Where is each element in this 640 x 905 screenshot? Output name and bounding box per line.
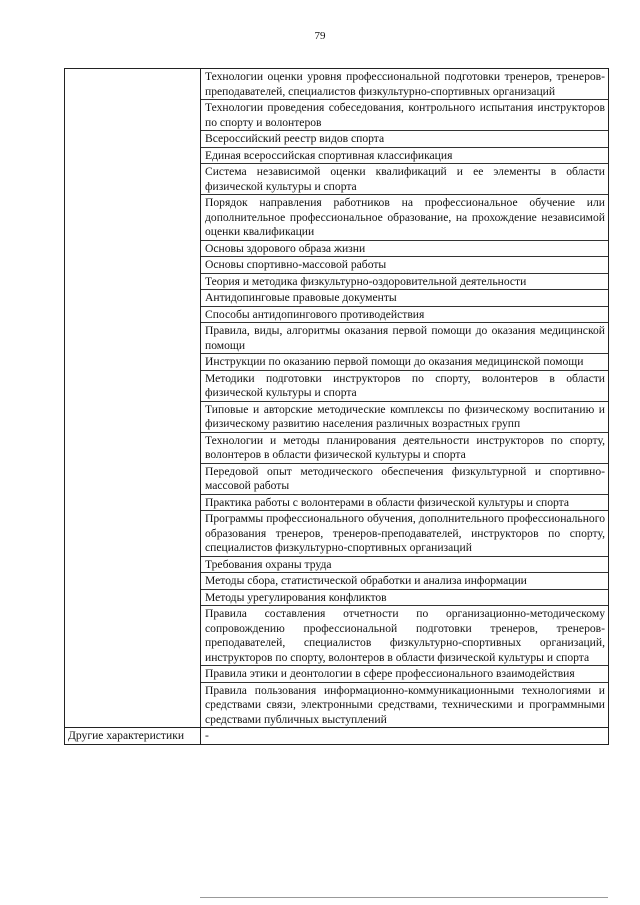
knowledge-item: Типовые и авторские методические комплексы по физическому воспитанию и физическому развитию населения различных возрастных групп bbox=[201, 402, 608, 433]
knowledge-table bbox=[64, 68, 609, 745]
knowledge-item: Технологии оценки уровня профессиональной подготовки тренеров, тренеров-преподавателей, специалистов физкультурно-спортивных организаций bbox=[201, 69, 608, 100]
knowledge-item: Единая всероссийская спортивная классификация bbox=[201, 148, 608, 165]
knowledge-item: Теория и методика физкультурно-оздоровительной деятельности bbox=[201, 274, 608, 291]
knowledge-item: Практика работы с волонтерами в области физической культуры и спорта bbox=[201, 495, 608, 512]
knowledge-row bbox=[65, 69, 609, 728]
other-characteristics-label-cell bbox=[65, 728, 201, 745]
knowledge-item: Требования охраны труда bbox=[201, 557, 608, 574]
knowledge-item: Методы урегулирования конфликтов bbox=[201, 590, 608, 607]
knowledge-item: Антидопинговые правовые документы bbox=[201, 290, 608, 307]
knowledge-item: Основы спортивно-массовой работы bbox=[201, 257, 608, 274]
page-number: 79 bbox=[314, 30, 326, 42]
knowledge-item: Инструкции по оказанию первой помощи до оказания медицинской помощи bbox=[201, 354, 608, 371]
other-characteristics-value: - bbox=[205, 729, 209, 742]
other-characteristics-value-cell bbox=[201, 728, 609, 745]
knowledge-item: Всероссийский реестр видов спорта bbox=[201, 131, 608, 148]
knowledge-item: Методы сбора, статистической обработки и анализа информации bbox=[201, 573, 608, 590]
knowledge-item: Методики подготовки инструкторов по спорту, волонтеров в области физической культуры и спорта bbox=[201, 371, 608, 402]
knowledge-list bbox=[201, 69, 608, 727]
other-characteristics-row bbox=[65, 728, 609, 745]
knowledge-item: Передовой опыт методического обеспечения физкультурной и спортивно-массовой работы bbox=[201, 464, 608, 495]
knowledge-item: Система независимой оценки квалификаций и ее элементы в области физической культуры и спорта bbox=[201, 164, 608, 195]
knowledge-item: Программы профессионального обучения, дополнительного профессионального образования тренеров, тренеров-преподавателей, инструкторов по спорту, специалистов физкультурно-спортивных организаций bbox=[201, 511, 608, 557]
knowledge-item: Правила пользования информационно-коммуникационными технологиями и средствами связи, электронными средствами, техническими и программными средствами публичных выступлений bbox=[205, 683, 605, 726]
bottom-rule bbox=[200, 897, 608, 898]
knowledge-item: Порядок направления работников на профессиональное обучение или дополнительное профессиональное образование, на прохождение независимой оценки квалификации bbox=[201, 195, 608, 241]
knowledge-item: Правила этики и деонтологии в сфере профессионального взаимодействия bbox=[201, 666, 608, 683]
knowledge-item: Основы здорового образа жизни bbox=[201, 241, 608, 258]
other-characteristics-label: Другие характеристики bbox=[68, 729, 185, 742]
knowledge-item: Правила, виды, алгоритмы оказания первой помощи до оказания медицинской помощи bbox=[201, 323, 608, 354]
knowledge-item: Технологии и методы планирования деятельности инструкторов по спорту, волонтеров в области физической культуры и спорта bbox=[201, 433, 608, 464]
knowledge-item: Технологии проведения собеседования, контрольного испытания инструкторов по спорту и волонтеров bbox=[201, 100, 608, 131]
knowledge-item: Способы антидопингового противодействия bbox=[201, 307, 608, 324]
knowledge-list-cell bbox=[201, 69, 609, 728]
knowledge-label-cell bbox=[65, 69, 201, 728]
knowledge-item: Правила составления отчетности по организационно-методическому сопровождению профессиональной подготовки тренеров, тренеров-преподавателей, специалистов физкультурно-спортивных организаций, инструкторов по спорту, волонтеров в области физической культуры и спорта bbox=[201, 606, 608, 666]
